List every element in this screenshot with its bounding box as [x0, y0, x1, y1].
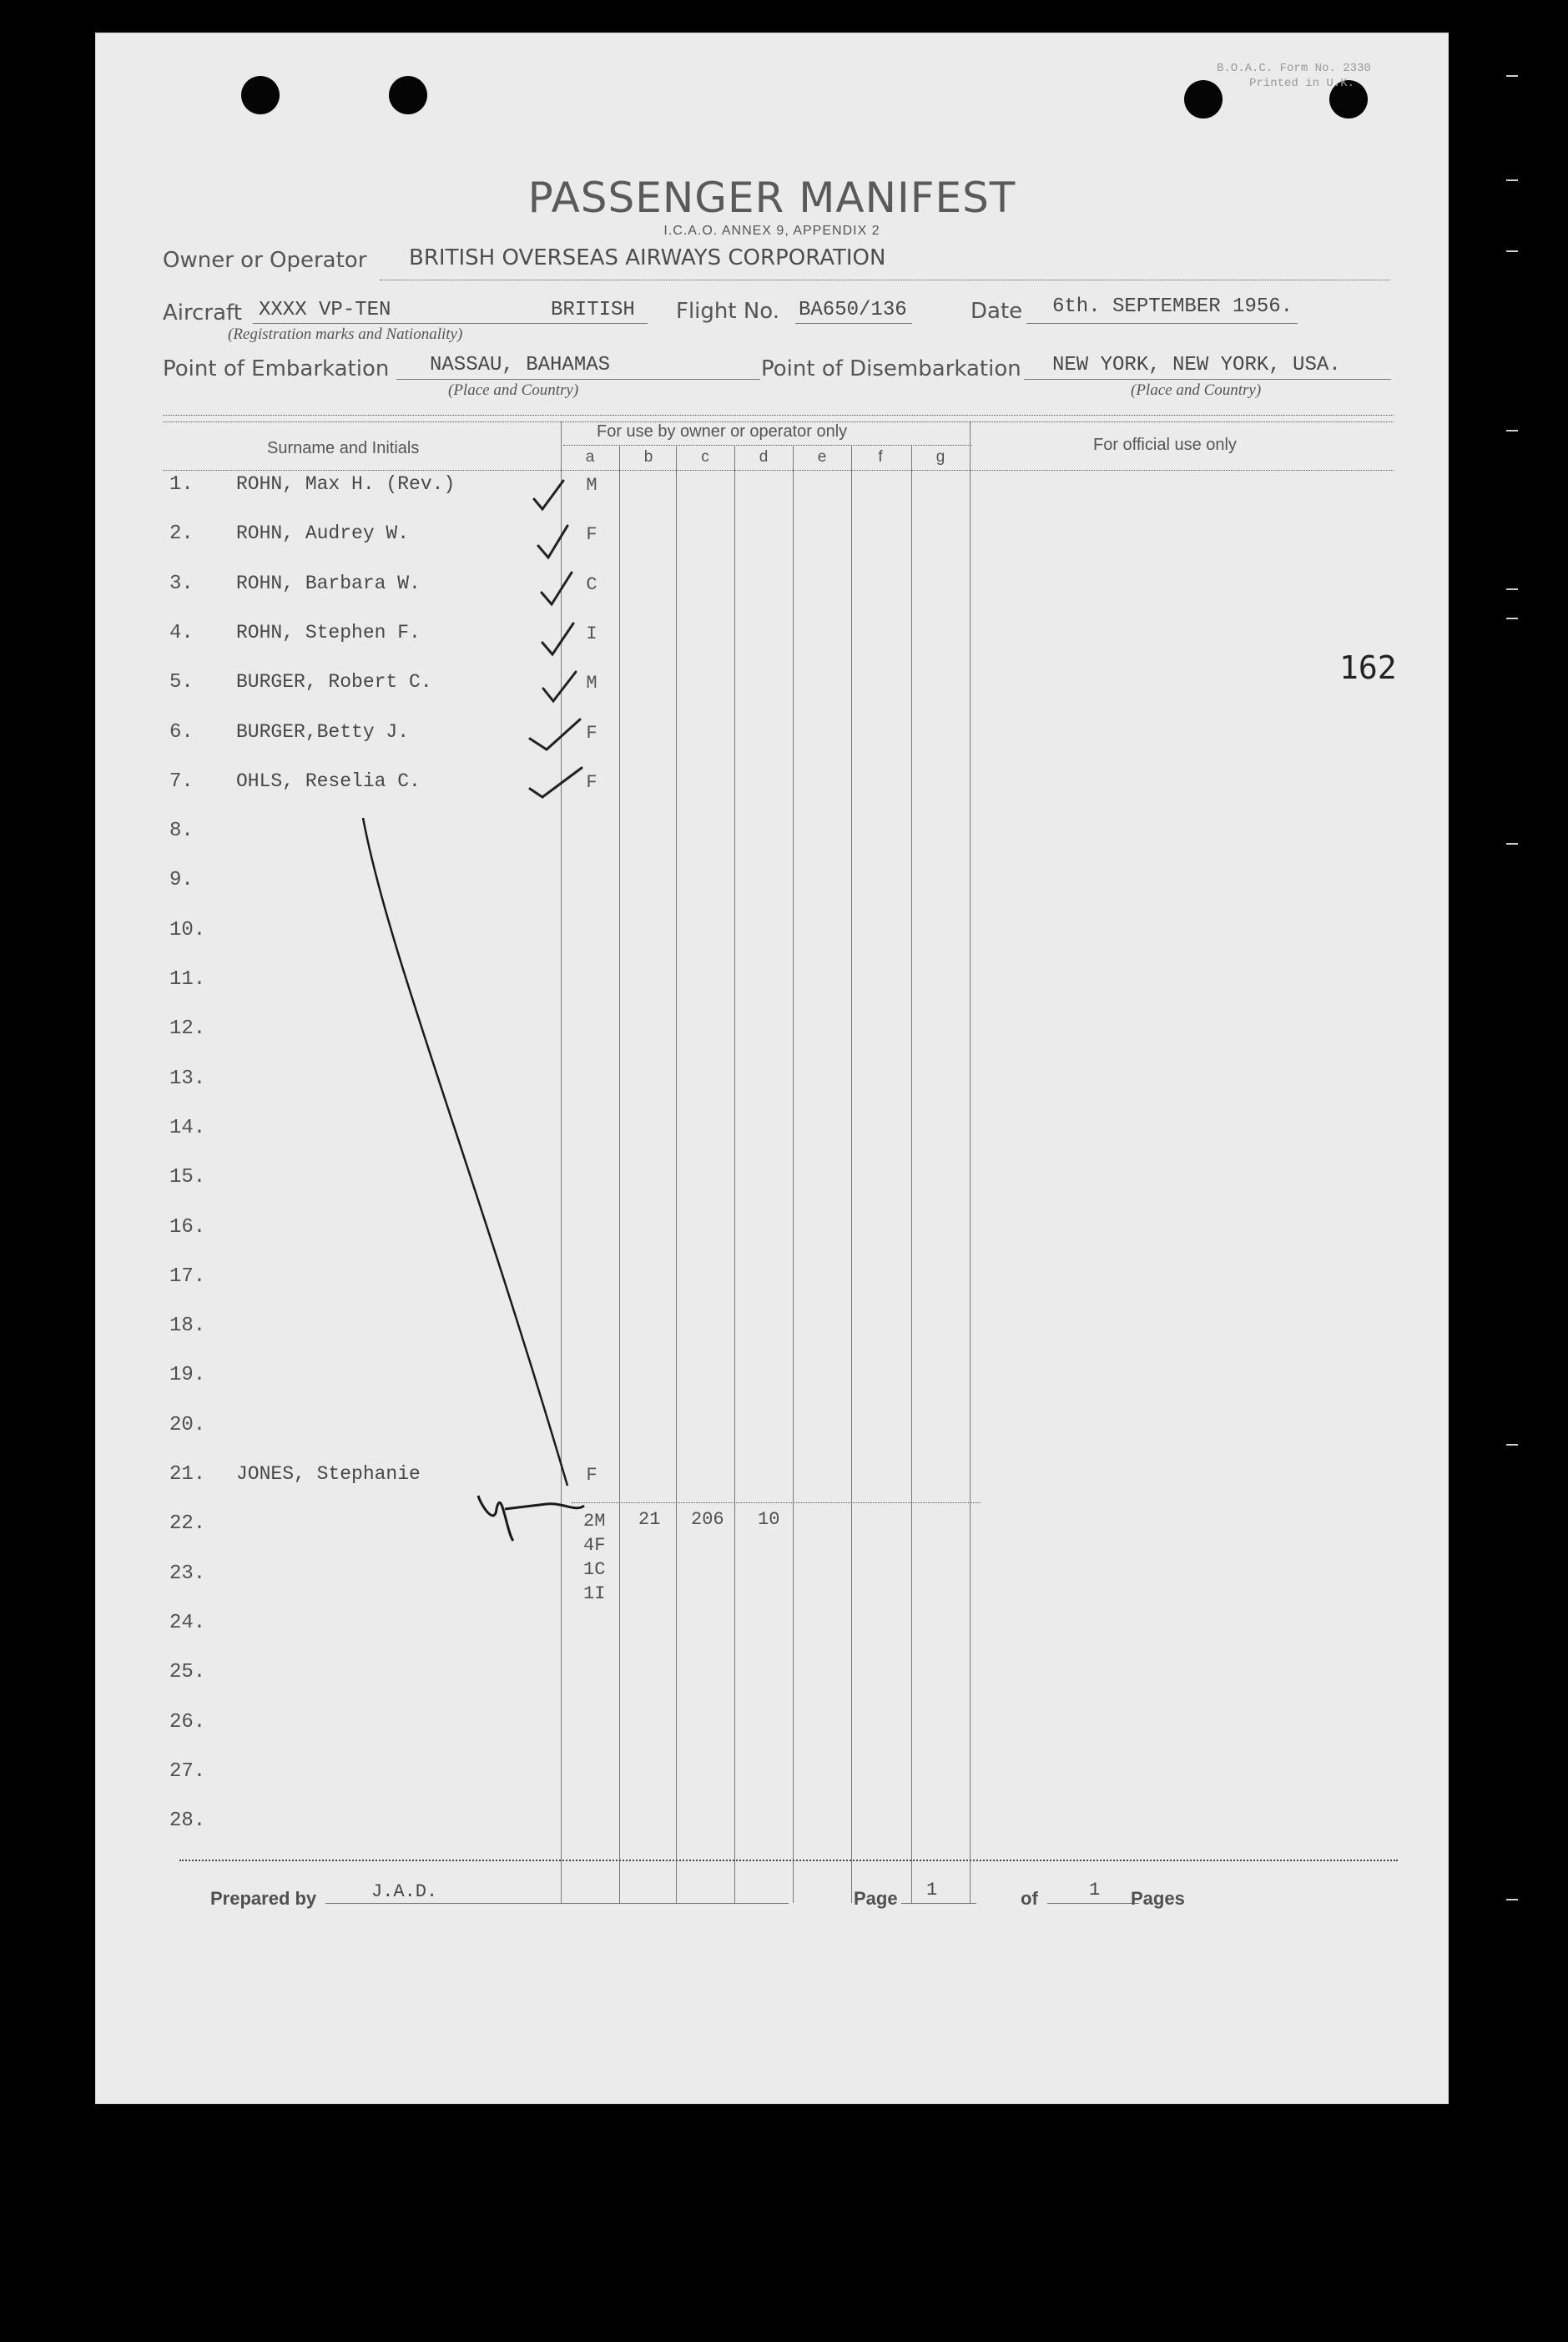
- edge-mark: [1506, 843, 1518, 845]
- prepared-by-value: J.A.D.: [371, 1881, 438, 1902]
- embarkation-label: Point of Embarkation: [163, 356, 390, 381]
- row-number: 11.: [169, 968, 206, 991]
- page-value: 1: [926, 1880, 938, 1900]
- passenger-name: BURGER, Robert C.: [236, 671, 432, 694]
- row-number: 4.: [169, 621, 194, 644]
- row-number: 10.: [169, 918, 206, 941]
- passenger-code: F: [586, 1465, 597, 1486]
- edge-mark: [1506, 250, 1518, 252]
- edge-mark: [1506, 588, 1518, 590]
- total-a-infant: 1I: [583, 1583, 606, 1604]
- column-header-g: g: [935, 448, 945, 466]
- edge-mark: [1506, 75, 1518, 77]
- row-number: 19.: [169, 1364, 206, 1387]
- total-c: 206: [691, 1509, 724, 1530]
- date-label: Date: [971, 299, 1023, 324]
- row-number: 23.: [169, 1562, 206, 1585]
- initials-scribble: [478, 1496, 584, 1541]
- row-number: 20.: [169, 1413, 206, 1436]
- edge-mark: [1506, 618, 1518, 619]
- handwriting-overlay: [96, 33, 1448, 2103]
- page-subtitle: I.C.A.O. ANNEX 9, APPENDIX 2: [663, 224, 880, 238]
- row-number: 25.: [169, 1661, 206, 1684]
- edge-mark: [1506, 179, 1518, 181]
- form-printer: Printed in U.K.: [1249, 77, 1355, 90]
- long-ink-stroke: [363, 818, 567, 1486]
- column-header-f: f: [878, 448, 883, 466]
- checkmark-7: [530, 768, 582, 797]
- passenger-code: I: [586, 623, 597, 644]
- of-label: of: [1021, 1888, 1038, 1909]
- row-number: 6.: [169, 720, 194, 744]
- surname-header: Surname and Initials: [267, 439, 420, 457]
- owner-label: Owner or Operator: [163, 248, 367, 273]
- row-number: 15.: [169, 1166, 206, 1189]
- passenger-code: F: [586, 722, 597, 744]
- checkmarks: [530, 481, 582, 797]
- row-number: 18.: [169, 1315, 206, 1338]
- embarkation-value: NASSAU, BAHAMAS: [430, 354, 611, 376]
- row-number: 21.: [169, 1463, 206, 1486]
- row-number: 1.: [169, 473, 194, 496]
- passenger-name: ROHN, Stephen F.: [236, 621, 421, 644]
- disembarkation-label: Point of Disembarkation: [761, 356, 1021, 381]
- operator-header: For use by owner or operator only: [597, 422, 848, 441]
- column-header-a: a: [585, 448, 595, 466]
- embarkation-caption: (Place and Country): [448, 381, 579, 399]
- row-number: 17.: [169, 1264, 206, 1288]
- passenger-name: JONES, Stephanie: [236, 1463, 421, 1485]
- passenger-name: OHLS, Reselia C.: [236, 770, 421, 792]
- total-a-child: 1C: [583, 1559, 606, 1580]
- edge-mark: [1506, 1444, 1518, 1446]
- pages-value: 1: [1089, 1880, 1101, 1900]
- passenger-name: BURGER,Betty J.: [236, 720, 410, 743]
- column-header-c: c: [701, 448, 709, 466]
- column-header-e: e: [817, 448, 827, 466]
- row-number: 14.: [169, 1116, 206, 1139]
- official-header: For official use only: [1093, 436, 1237, 454]
- total-a-male: 2M: [583, 1511, 606, 1532]
- row-number: 8.: [169, 820, 194, 843]
- page-title: PASSENGER MANIFEST: [527, 174, 1016, 222]
- disembarkation-caption: (Place and Country): [1131, 381, 1262, 399]
- manifest-sheet: [96, 33, 1448, 2103]
- edge-mark: [1506, 1899, 1518, 1900]
- checkmark-6: [530, 719, 580, 750]
- date-value: 6th. SEPTEMBER 1956.: [1052, 295, 1293, 318]
- row-number: 16.: [169, 1215, 206, 1239]
- checkmark-4: [542, 623, 573, 654]
- page-label: Page: [854, 1888, 898, 1909]
- passenger-name: ROHN, Barbara W.: [236, 572, 421, 594]
- owner-value: BRITISH OVERSEAS AIRWAYS CORPORATION: [409, 245, 886, 270]
- column-header-d: d: [759, 448, 769, 466]
- aircraft-nationality: BRITISH: [551, 299, 635, 321]
- checkmark-2: [538, 526, 567, 558]
- row-number: 26.: [169, 1710, 206, 1734]
- total-d: 10: [758, 1509, 780, 1530]
- column-header-b: b: [643, 448, 653, 466]
- checkmark-5: [543, 672, 576, 701]
- row-number: 12.: [169, 1017, 206, 1041]
- pages-label: Pages: [1131, 1888, 1185, 1909]
- row-number: 27.: [169, 1759, 206, 1783]
- row-number: 9.: [169, 869, 194, 892]
- row-number: 2.: [169, 522, 194, 546]
- row-number: 22.: [169, 1512, 206, 1536]
- row-number: 28.: [169, 1809, 206, 1833]
- checkmark-3: [542, 573, 572, 604]
- checkmark-1: [534, 481, 563, 509]
- edge-mark: [1506, 430, 1518, 432]
- row-number: 13.: [169, 1067, 206, 1090]
- passenger-code: M: [586, 673, 597, 694]
- row-number: 7.: [169, 770, 194, 793]
- stamp-number: 162: [1339, 649, 1397, 686]
- disembarkation-value: NEW YORK, NEW YORK, USA.: [1052, 354, 1341, 376]
- flight-value: BA650/136: [799, 299, 907, 321]
- passenger-code: F: [586, 524, 597, 546]
- passenger-name: ROHN, Max H. (Rev.): [236, 473, 456, 495]
- passenger-name: ROHN, Audrey W.: [236, 522, 410, 545]
- row-number: 3.: [169, 572, 194, 595]
- total-b: 21: [638, 1509, 661, 1530]
- form-id: B.O.A.C. Form No. 2330: [1217, 62, 1371, 75]
- aircraft-registration: XXXX VP-TEN: [259, 299, 391, 321]
- total-a-female: 4F: [583, 1535, 606, 1556]
- row-number: 24.: [169, 1611, 206, 1634]
- prepared-by-label: Prepared by: [210, 1888, 317, 1909]
- row-number: 5.: [169, 671, 194, 694]
- passenger-code: C: [586, 573, 597, 595]
- flight-label: Flight No.: [676, 299, 780, 324]
- aircraft-caption: (Registration marks and Nationality): [228, 326, 463, 343]
- passenger-code: F: [586, 771, 597, 793]
- aircraft-label: Aircraft: [163, 300, 242, 326]
- passenger-code: M: [586, 475, 597, 496]
